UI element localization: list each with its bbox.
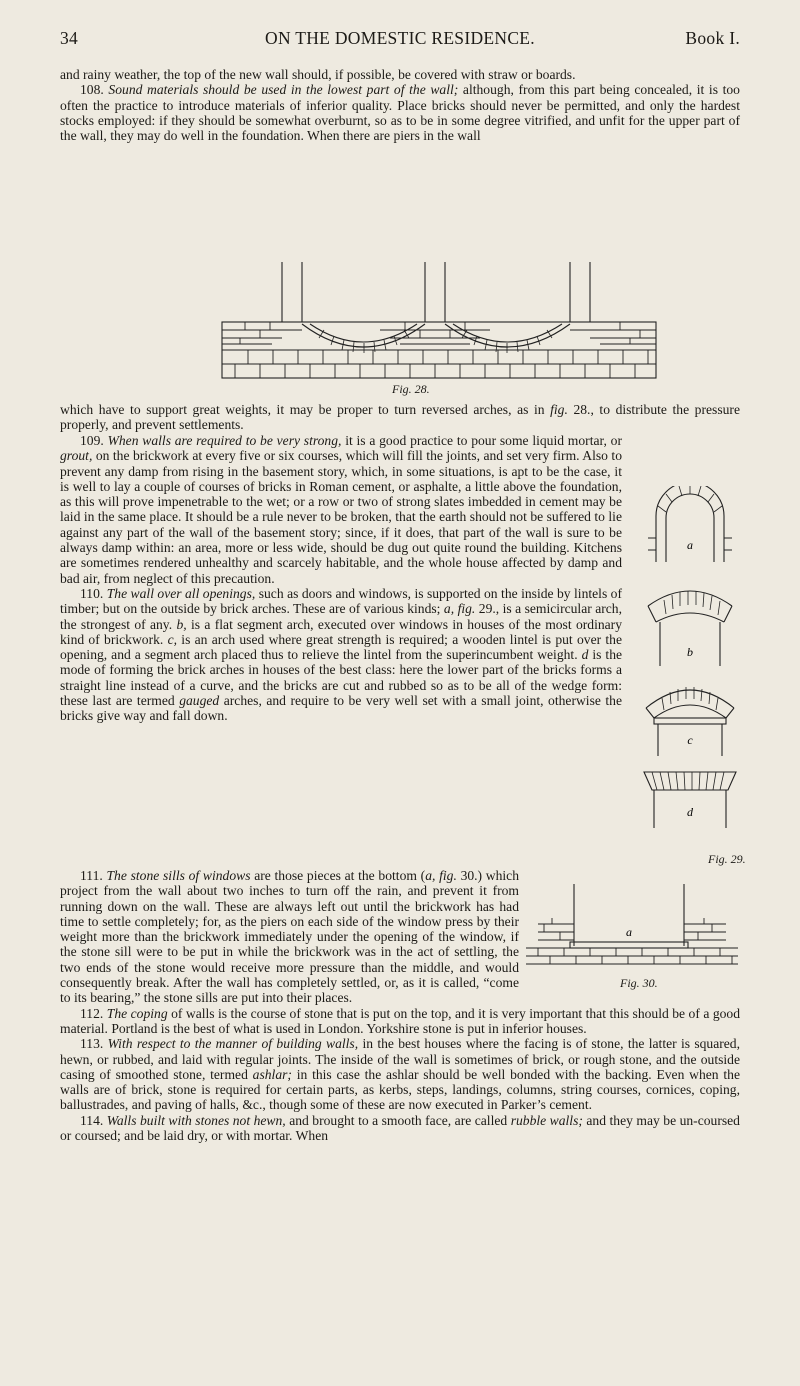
- paragraph-114: 114. Walls built with stones not hewn, and brought to a smooth face, are called rubble walls; and they may be un-coursed or coursed; and be laid dry, or with mortar. When: [60, 1112, 740, 1144]
- figure-30-stone-sill: [524, 884, 740, 974]
- paragraph-109: 109. When walls are required to be very strong, it is a good practice to pour some liquid mortar, or grout, on the brickwork at every five or six courses, which will fill the joints, and set very firm. Also to prevent any damp from rising in the basement story, which, in some situations, is apt to be the case, it is well to lay a couple of courses of bricks in Roman cement, or asphalte, a little above the foundation, as this will prove impenetrable to the wet; or a row or two of strong slates imbedded in cement may be laid in the same place. It should be a rule never to be broken, that the earth should not be suffered to lie against any part of the wall of the basement story; since, if it does, that part of the wall is sure to be always damp within: an area, more or less wide, should be dug out quite round the building. Kitchens are sometimes rendered unhealthy and scarcely habitable, and the whole house affected by damp and bad air, from neglect of this precaution.: [60, 433, 622, 586]
- fig29-label-c: c: [687, 733, 693, 747]
- paragraph-113: 113. With respect to the manner of building walls, in the best houses where the facing is of stone, the latter is squared, hewn, or rubbed, and laid with regular joints. The inside of the wall is sometimes of brick, or rough stone, and the outside casing of smoothed stone, termed ashlar; in this case the ashlar should be well bonded with the backing. Even when the walls are of brick, stone is required for certain parts, as kerbs, steps, landings, columns, string courses, cornices, coping, ballustrades, and paving of halls, &c., though some of these are now executed in Parker’s cement.: [60, 1036, 741, 1113]
- figure-30-caption: Fig. 30.: [620, 976, 658, 990]
- running-title: ON THE DOMESTIC RESIDENCE.: [265, 28, 535, 48]
- paragraph-108-continued: which have to support great weights, it may be proper to turn reversed arches, as in fig. 28., to distribute the pressure properly, and prevent settlements.: [60, 402, 740, 433]
- paragraph-110: 110. The wall over all openings, such as doors and windows, is supported on the inside by lintels of timber; but on the outside by brick arches. These are of various kinds; a, fig. 29., is a semicircular arch, the strongest of any. b, is a flat segment arch, executed over windows in houses of the most ordinary kind of brickwork. c, is an arch used where great strength is required; a wooden lintel is put over the opening, and a segment arch placed thus to relieve the lintel from the superincumbent weight. d is the mode of forming the brick arches in houses of the best class: here the lower part of the bricks forms a straight line instead of a curve, and the bricks are cut and rubbed so as to be all of the wedge form: these last are termed gauged arches, and require to be very well set with a small joint, otherwise the bricks give way and fall down.: [60, 585, 623, 724]
- figure-28-reversed-arches: [220, 262, 660, 380]
- paragraph-108: 108. Sound materials should be used in the lowest part of the wall; although, from this part being concealed, it is too often the practice to introduce materials of inferior quality. Place bricks should never be permitted, and only the hardest stocks employed: if they should be somewhat overburnt, so as to be in some degree vitrified, and unfit for the upper part of the wall, they may do well in the foundation. When there are piers in the wall: [60, 82, 740, 144]
- figure-29-caption: Fig. 29.: [708, 852, 746, 866]
- paragraph-112: 112. The coping of walls is the course of stone that is put on the top, and it is very important that this should be of a good material. Portland is the best of what is used in London. Yorkshire stone is put in inferior houses.: [60, 1005, 741, 1036]
- book-label: Book I.: [685, 28, 740, 48]
- page-number: 34: [60, 28, 79, 48]
- text-block-top: [60, 67, 740, 143]
- fig29-label-b: b: [687, 645, 693, 659]
- running-header: [60, 28, 740, 54]
- fig29-label-a: a: [687, 538, 693, 552]
- text-block-fig28: [60, 402, 740, 433]
- paragraph-continued: and rainy weather, the top of the new wall should, if possible, be covered with straw or boards.: [60, 67, 576, 82]
- figure-28-caption: Fig. 28.: [392, 382, 430, 396]
- figure-29-arch-types: [638, 486, 742, 852]
- paragraph-111: 111. The stone sills of windows are those pieces at the bottom (a, fig. 30.) which project from the wall about two inches to turn off the rain, and prevent it from running down on the wall. These are always left out until the brickwork has had time to settle completely; for, as the piers on each side of the window press by their weight more than the brickwork immediately under the opening of the window, if the stone sill were to be put in while the brickwork was in the act of settling, the two ends of the stone would receive more pressure than the middle, and would consequently break. After the wall has completely settled, or, as it is called, “come to its bearing,” the stone sills are put into their places.: [60, 868, 520, 1006]
- fig30-label-a: a: [626, 925, 632, 939]
- fig29-label-d: d: [687, 805, 693, 819]
